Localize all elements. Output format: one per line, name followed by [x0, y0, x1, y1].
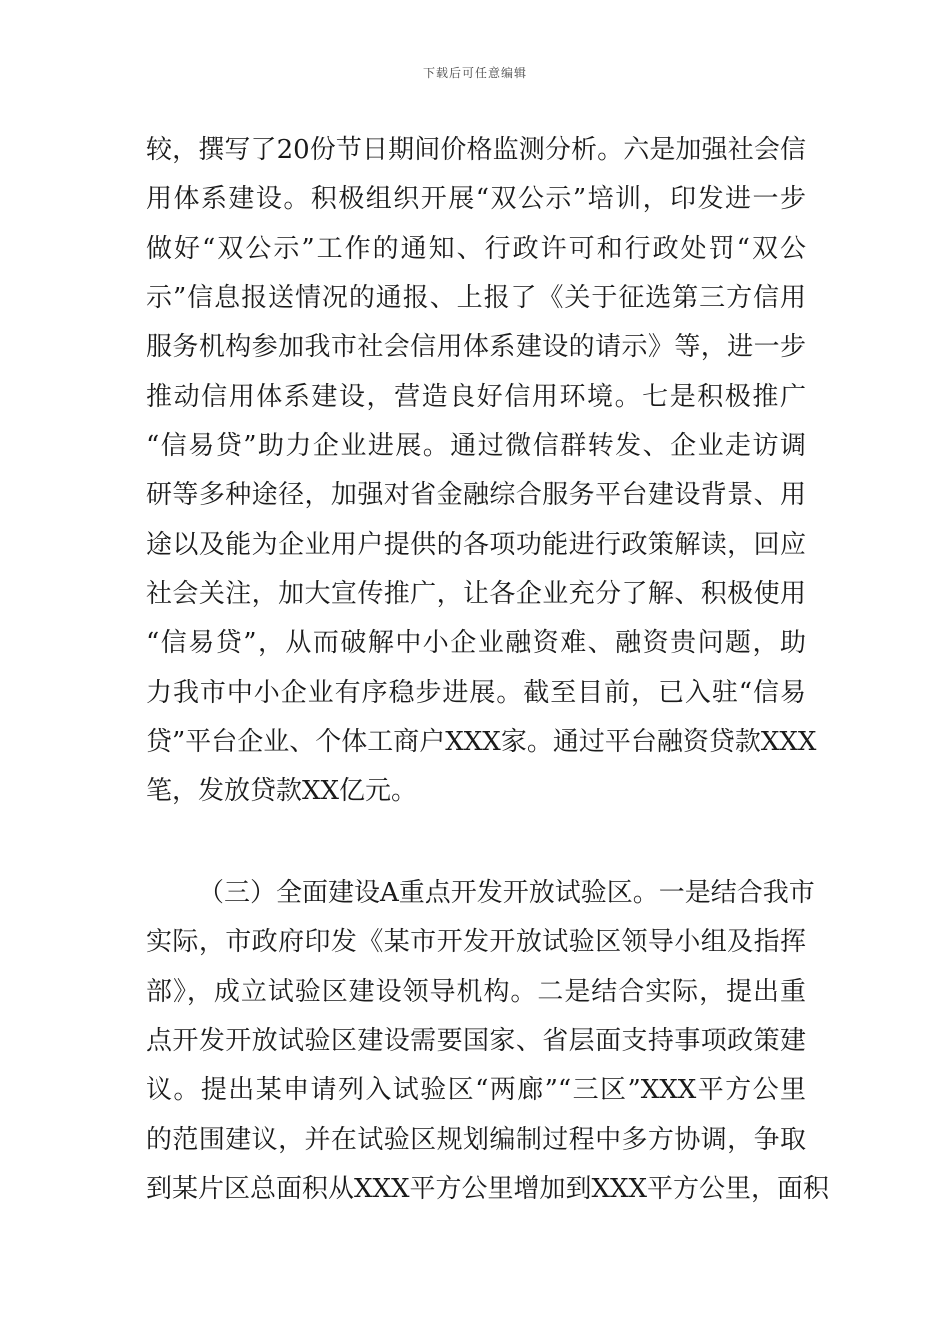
paragraph-2-line: 部》，成立试验区建设领导机构。二是结合实际，提出重 — [146, 977, 806, 1007]
paragraph-1-line: 做好“双公示”工作的通知、行政许可和行政处罚“双公 — [146, 234, 806, 264]
page-header: 下载后可任意编辑 — [422, 66, 527, 80]
paragraph-2-line: 点开发开放试验区建设需要国家、省层面支持事项政策建 — [146, 1026, 806, 1056]
paragraph-1-line: 较，撰写了20份节日期间价格监测分析。六是加强社会信 — [146, 135, 806, 165]
paragraph-2-line: 的范围建议，并在试验区规划编制过程中多方协调，争取 — [146, 1125, 806, 1155]
paragraph-2-line: 到某片区总面积从XXX平方公里增加到XXX平方公里，面积 — [146, 1174, 830, 1204]
paragraph-1-line: 研等多种途径，加强对省金融综合服务平台建设背景、用 — [146, 480, 806, 510]
paragraph-1-line: 示”信息报送情况的通报、上报了《关于征选第三方信用 — [146, 283, 806, 313]
paragraph-1-line: 笔，发放贷款XX亿元。 — [146, 776, 418, 806]
paragraph-1-line: 贷”平台企业、个体工商户XXX家。通过平台融资贷款XXX — [146, 727, 817, 757]
paragraph-1-line: 用体系建设。积极组织开展“双公示”培训，印发进一步 — [146, 184, 806, 214]
paragraph-1-line: “信易贷”助力企业进展。通过微信群转发、企业走访调 — [146, 431, 806, 461]
paragraph-2-line: 实际，市政府印发《某市开发开放试验区领导小组及指挥 — [146, 927, 806, 957]
paragraph-1-line: 力我市中小企业有序稳步进展。截至目前，已入驻“信易 — [146, 678, 806, 708]
paragraph-1-line: 途以及能为企业用户提供的各项功能进行政策解读，回应 — [146, 530, 806, 560]
paragraph-1-line: 服务机构参加我市社会信用体系建设的请示》等，进一步 — [146, 332, 806, 362]
paragraph-2-line: 议。提出某申请列入试验区“两廊”“三区”XXX平方公里 — [146, 1075, 806, 1105]
paragraph-1-line: 社会关注，加大宣传推广，让各企业充分了解、积极使用 — [146, 579, 806, 609]
paragraph-1-line: 推动信用体系建设，营造良好信用环境。七是积极推广 — [146, 382, 806, 412]
paragraph-1-line: “信易贷”，从而破解中小企业融资难、融资贵问题，助 — [146, 628, 806, 658]
paragraph-2-line: （三）全面建设A重点开发开放试验区。一是结合我市 — [198, 878, 815, 908]
